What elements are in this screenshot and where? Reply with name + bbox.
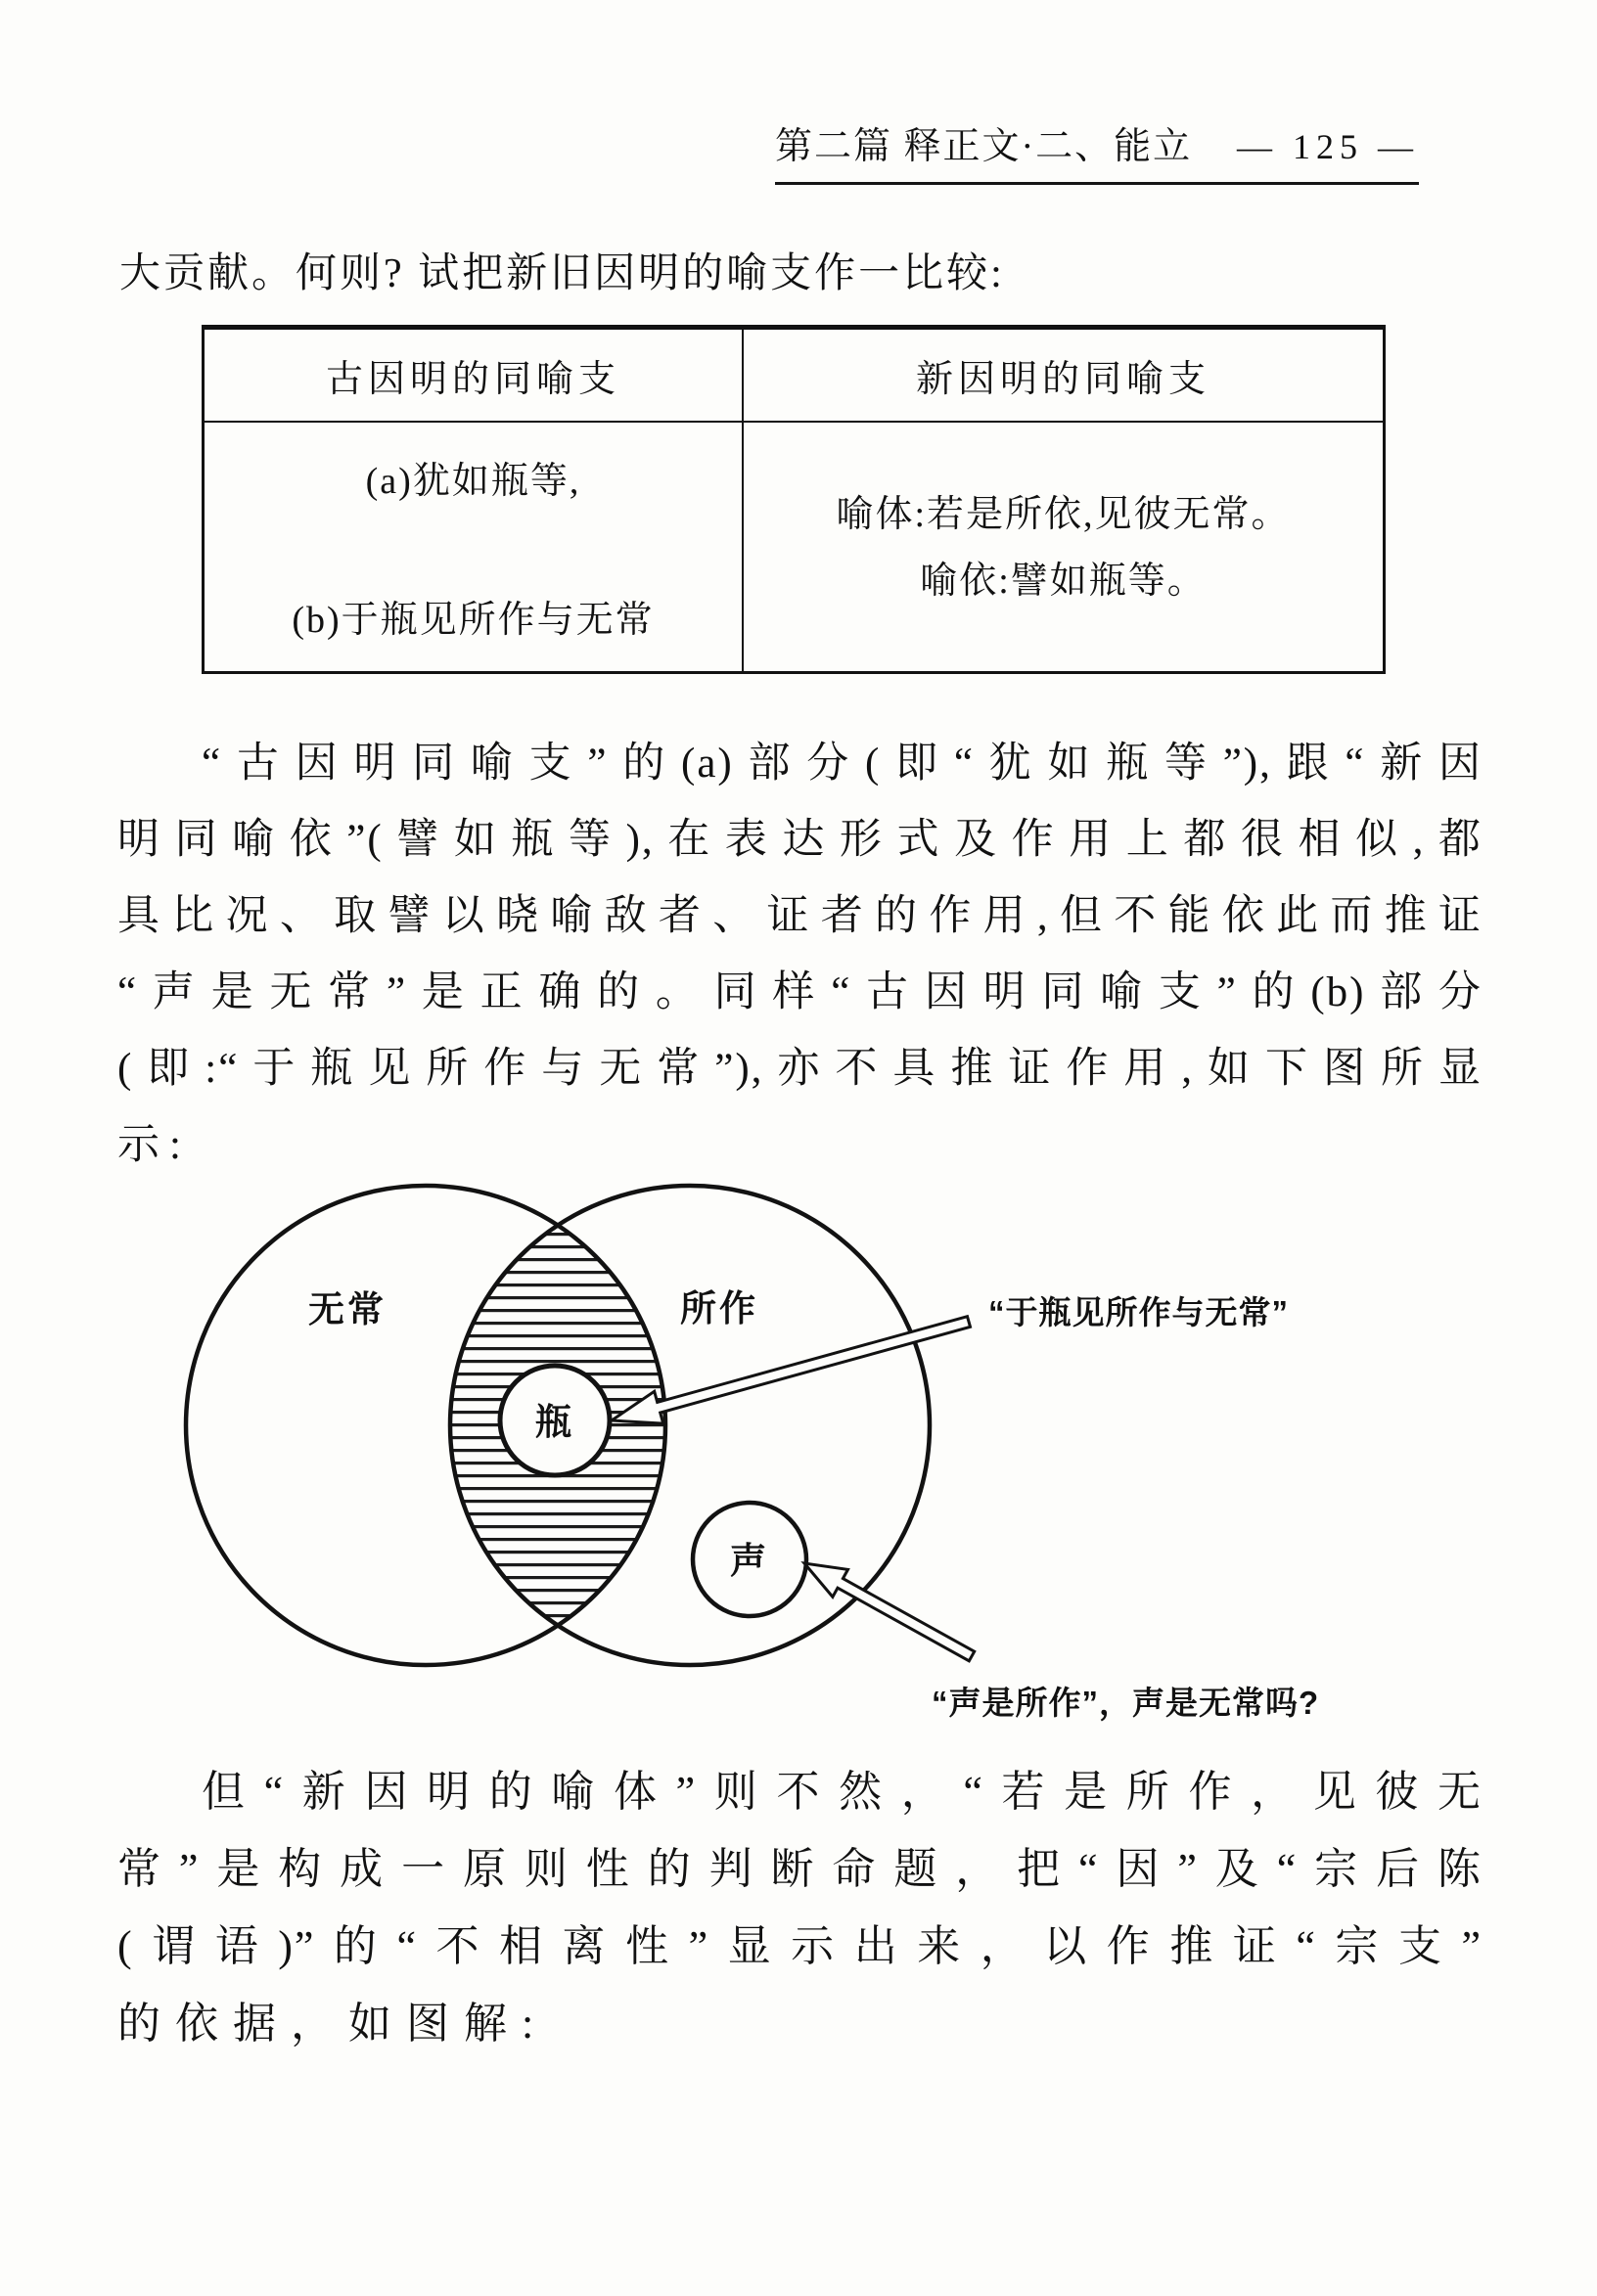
annotation-sound: “声是所作”，声是无常吗?: [932, 1685, 1320, 1721]
new-line-yuti: 喻体:若是所依,见彼无常。: [836, 494, 1291, 535]
header-page-number: — 125 —: [1237, 127, 1419, 166]
table-cell-new: [744, 423, 1383, 671]
sound-label: 声: [730, 1541, 769, 1581]
header-title: 第二篇 释正文·二、能立: [775, 126, 1193, 167]
paragraph-2-line: 的依据，如图解:: [117, 2000, 549, 2048]
paragraph-1-line: “声是无常”是正确的。同样“古因明同喻支”的(b)部分: [117, 969, 1483, 1015]
old-line-a: (a)犹如瓶等,: [365, 461, 581, 502]
old-line-b: (b)于瓶见所作与无常: [292, 600, 655, 641]
bottle-label: 瓶: [535, 1402, 574, 1442]
paragraph-2-line: (谓语)”的“不相离性”显示出来，以作推证“宗支”: [117, 1922, 1483, 1970]
paragraph-1-line: 示:: [117, 1122, 191, 1168]
table-header-old: 古因明的同喻支: [205, 330, 744, 423]
paragraph-2: [117, 1753, 1483, 2062]
paragraph-1-line: 具比况、取譬以晓喻敌者、证者的作用,但不能依此而推证: [117, 893, 1483, 939]
paragraph-1-line: “古因明同喻支”的(a)部分(即“犹如瓶等”),跟“新因: [202, 741, 1483, 787]
page-header: [775, 115, 1419, 185]
arrow-to-sound: [804, 1563, 975, 1661]
arrow-to-bottle: [612, 1317, 971, 1423]
new-line-yuyi: 喻依:譬如瓶等。: [920, 561, 1207, 602]
intro-line: 大贡献。何则? 试把新旧因明的喻支作一比较:: [119, 251, 1005, 296]
paragraph-1-line: 明同喻依”(譬如瓶等),在表达形式及作用上都很相似,都: [117, 817, 1483, 863]
comparison-table: [202, 325, 1386, 674]
annotation-bottle: “于瓶见所作与无常”: [988, 1294, 1289, 1330]
produced-label: 所作: [680, 1288, 758, 1328]
paragraph-1-line: (即:“于瓶见所作与无常”),亦不具推证作用,如下图所显: [117, 1046, 1483, 1092]
table-header-new: 新因明的同喻支: [744, 330, 1383, 423]
paragraph-2-line: 常”是构成一原则性的判断命题，把“因”及“宗后陈: [117, 1845, 1483, 1893]
paragraph-1: [117, 726, 1483, 1184]
table-cell-old: [205, 423, 744, 671]
venn-diagram: [117, 1164, 1480, 1751]
impermanent-label: 无常: [308, 1289, 387, 1329]
paragraph-2-line: 但“新因明的喻体”则不然，“若是所作，见彼无: [202, 1768, 1483, 1816]
